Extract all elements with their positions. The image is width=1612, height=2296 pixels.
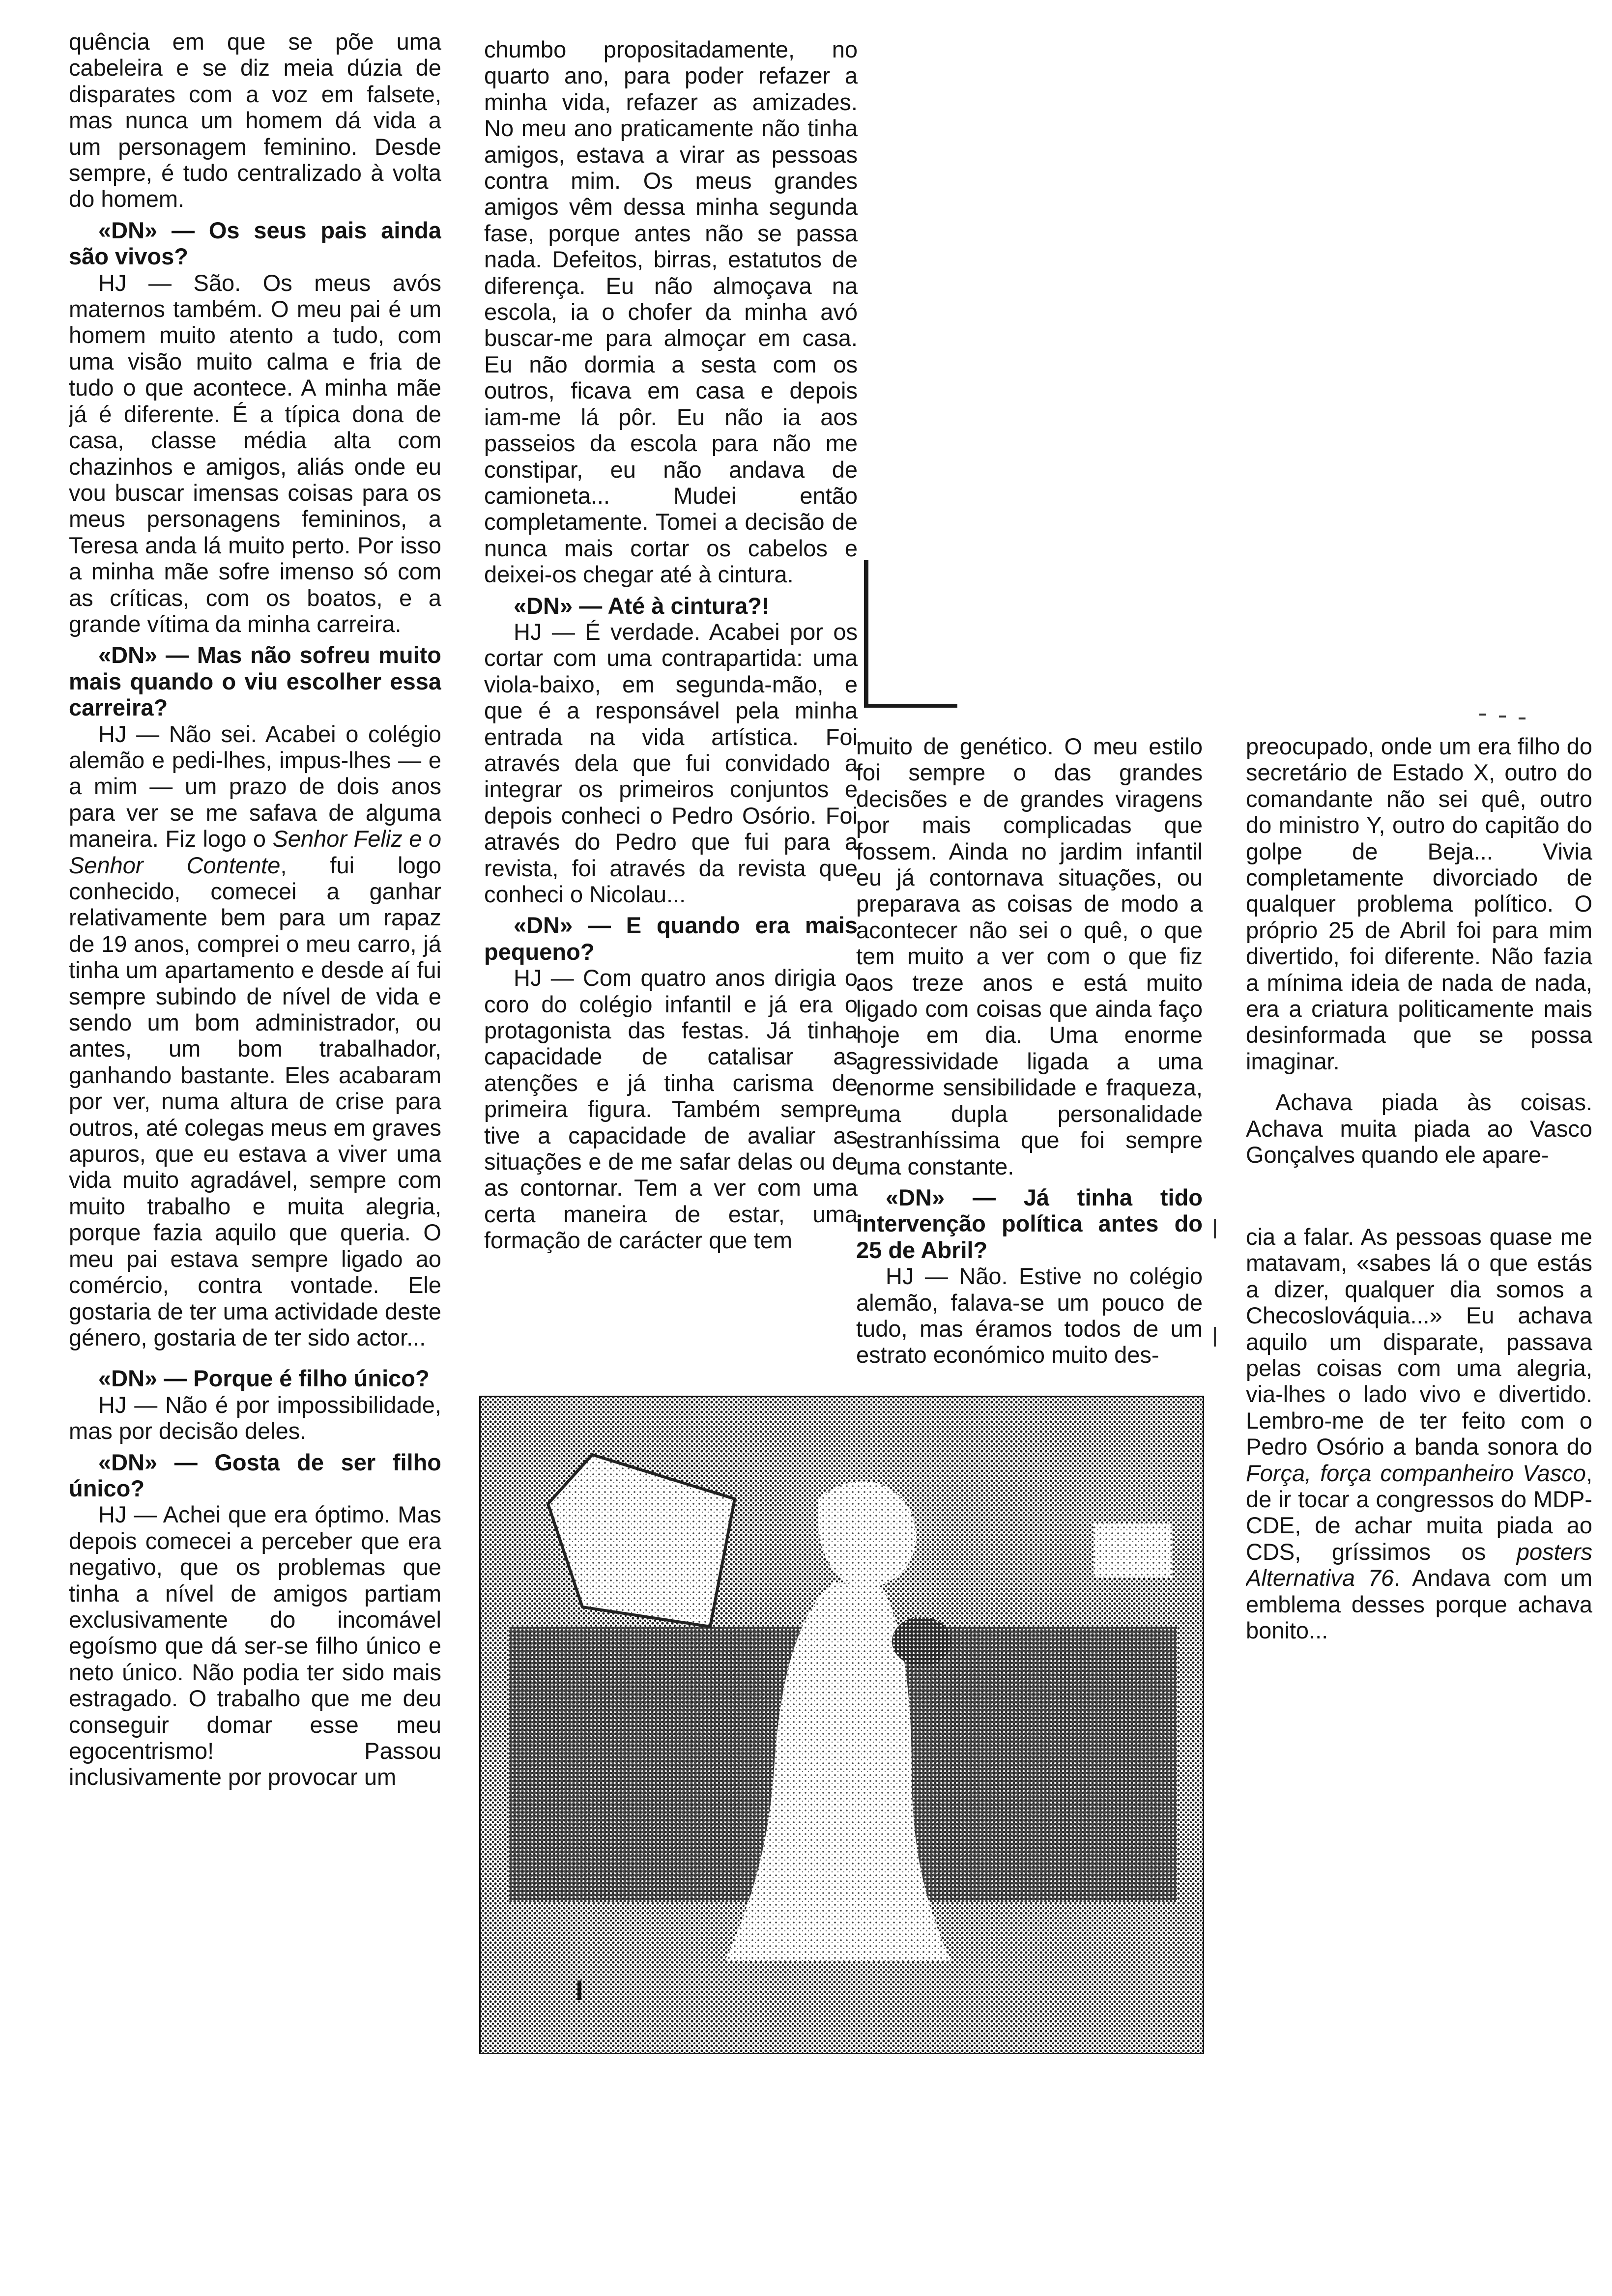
box-rule-horizontal bbox=[864, 704, 957, 708]
article-column-3 bbox=[856, 733, 1203, 1368]
article-column-4-bottom bbox=[1246, 1224, 1592, 1644]
interview-question: «DN» — Já tinha tido intervenção política antes do 25 de Abril? bbox=[856, 1184, 1203, 1263]
article-photo bbox=[479, 1396, 1204, 2054]
photo-side-object bbox=[1094, 1523, 1172, 1578]
interview-question: «DN» — Até à cintura?! bbox=[514, 592, 770, 619]
paragraph: HJ — Não. Estive no colégio alemão, falava-se um pouco de tudo, mas éramos todos de um estrato económico muito des- bbox=[856, 1263, 1203, 1368]
text-run: . Andava com um emblema desses porque achava bonito... bbox=[1246, 1565, 1592, 1644]
ink-speck bbox=[1214, 1327, 1216, 1347]
poster-title: posters Alternativa 76 bbox=[1246, 1538, 1592, 1591]
paragraph bbox=[69, 721, 441, 1351]
interview-question: «DN» — Porque é filho único? bbox=[98, 1365, 430, 1392]
paragraph: HJ — São. Os meus avós maternos também. O meu pai é um homem muito atento a tudo, com uma visão muito calma e fria de tudo o que acontece. A minha mãe já é diferente. É a típica dona de casa, classe média alta com chazinhos e amigos, aliás onde eu vou buscar imensas coisas para os meus personagens femininos, a Teresa anda lá muito perto. Por isso a minha mãe sofre imenso só com as críticas, com os boatos, e a grande vítima da minha carreira. bbox=[69, 269, 441, 637]
photo-figure-hand bbox=[892, 1617, 951, 1666]
ink-speck bbox=[1519, 718, 1526, 719]
text-run: , de ir tocar a congressos do MDP-CDE, de achar muita piada ao CDS, gríssimos os bbox=[1246, 1460, 1592, 1565]
ink-speck bbox=[1214, 1219, 1216, 1238]
article-column-1 bbox=[69, 29, 441, 1790]
paragraph bbox=[1246, 1224, 1592, 1644]
interview-question: «DN» — E quando era mais pequeno? bbox=[484, 912, 858, 965]
box-rule-vertical bbox=[864, 560, 868, 708]
show-title: Senhor Feliz e o Senhor Contente bbox=[69, 826, 441, 878]
photo-mark bbox=[577, 1980, 581, 2000]
article-column-2 bbox=[484, 36, 858, 1254]
paragraph: HJ — Com quatro anos dirigia o coro do colégio infantil e já era o protagonista das festas. Já tinha capacidade de catalisar as atenções e já tinha carisma de primeira figura. Também sempre tive a capacidade de avaliar as situações e de me safar delas ou de as contornar. Tem a ver com uma certa maneira de estar, uma formação de carácter que tem bbox=[484, 965, 858, 1254]
article-column-4-top bbox=[1246, 733, 1592, 1168]
paragraph: HJ — Não é por impossibilidade, mas por decisão deles. bbox=[69, 1391, 441, 1444]
interview-question: «DN» — Os seus pais ainda são vivos? bbox=[69, 217, 441, 270]
interview-question: «DN» — Gosta de ser filho único? bbox=[69, 1449, 441, 1501]
paragraph: quência em que se põe uma cabeleira e se diz meia dúzia de disparates com a voz em falsete, mas nunca um homem dá vida a um personagem feminino. Desde sempre, é tudo centralizado à volta do homem. bbox=[69, 29, 441, 212]
paragraph: preocupado, onde um era filho do secretário de Estado X, outro do comandante não sei quê, outro do ministro Y, outro do capitão do golpe de Beja... Vivia completamente divorciado de qualquer problema político. O próprio 25 de Abril foi para mim divertido, foi diferente. Não fazia a mínima ideia de nada de nada, era a criatura politicamente mais desinformada que se possa imaginar. bbox=[1246, 733, 1592, 1074]
ink-speck bbox=[1499, 716, 1506, 718]
text-run: cia a falar. As pessoas quase me matavam, «sabes lá o que estás a dizer, qualquer dia somos a Checoslováquia...» Eu achava aquilo um disparate, passava pelas coisas com uma alegria, via-lhes o lado vivo e divertido. Lembro-me de ter feito com o Pedro Osório a banda sonora do bbox=[1246, 1224, 1592, 1460]
paragraph: HJ — É verdade. Acabei por os cortar com uma contrapartida: uma viola-baixo, em segunda-mão, e que é a responsável pela minha entrada na vida artística. Foi através dela que fui convidado a integrar os primeiros conjuntos e depois conheci o Pedro Osório. Foi através do Pedro que fui para a revista, foi através da revista que conheci o Nicolau... bbox=[484, 618, 858, 907]
text-run: , fui logo conhecido, comecei a ganhar relativamente bem para um rapaz de 19 anos, comprei o meu carro, já tinha um apartamento e desde aí fui sempre subindo de nível de vida e sendo um bom administrador, ou antes, um bom trabalhador, ganhando bastante. Eles acabaram por ver, numa altura de crise para outros, até colegas meus em graves apuros, que eu estava a viver uma vida muito agradável, sempre com muito trabalho e muita alegria, porque fazia aquilo que queria. O meu pai estava sempre ligado ao comércio, contra vontade. Ele gostaria de ter uma actividade deste género, gostaria de ter sido actor... bbox=[69, 852, 441, 1350]
ink-speck bbox=[1479, 714, 1486, 716]
paragraph: chumbo propositadamente, no quarto ano, para poder refazer a minha vida, refazer as amizades. No meu ano praticamente não tinha amigos, estava a virar as pessoas contra mim. Os meus grandes amigos vêm dessa minha segunda fase, porque antes não se passa nada. Defeitos, birras, estatutos de diferença. Eu não almoçava na escola, ia o chofer da minha avó buscar-me para almoçar em casa. Eu não dormia a sesta com os outros, ficava em casa e depois iam-me lá pôr. Eu não ia aos passeios da escola para não me constipar, eu não andava de camioneta... Mudei então completamente. Tomei a decisão de nunca mais cortar os cabelos e deixei-os chegar até à cintura. bbox=[484, 36, 858, 588]
paragraph: muito de genético. O meu estilo foi sempre o das grandes decisões e de grandes viragens por mais complicadas que fossem. Ainda no jardim infantil eu já contornava situações, ou preparava as coisas de modo a acontecer não sei o quê, o que tem muito a ver com o que fiz aos treze anos e está muito ligado com coisas que ainda faço hoje em dia. Uma enorme agressividade ligada a uma enorme sensibilidade e fraqueza, uma dupla personalidade estranhíssima que foi sempre uma constante. bbox=[856, 733, 1203, 1179]
paragraph: Achava piada às coisas. Achava muita piada ao Vasco Gonçalves quando ele apare- bbox=[1246, 1089, 1592, 1168]
paragraph: HJ — Achei que era óptimo. Mas depois comecei a perceber que era negativo, que os problemas que tinha a nível de amigos partiam exclusivamente do incomável egoísmo que dá ser-se filho único e neto único. Não podia ter sido mais estragado. O trabalho que me deu conseguir domar esse meu egocentrismo! Passou inclusivamente por provocar um bbox=[69, 1501, 441, 1790]
text-run: HJ — Não sei. Acabei o colégio alemão e pedi-lhes, impus-lhes — e a mim — um prazo de dois anos para ver se me safava de alguma maneira. Fiz logo o bbox=[69, 720, 441, 852]
interview-question: «DN» — Mas não sofreu muito mais quando o viu escolher essa carreira? bbox=[69, 642, 441, 721]
song-title: Força, força companheiro Vasco bbox=[1246, 1460, 1586, 1486]
